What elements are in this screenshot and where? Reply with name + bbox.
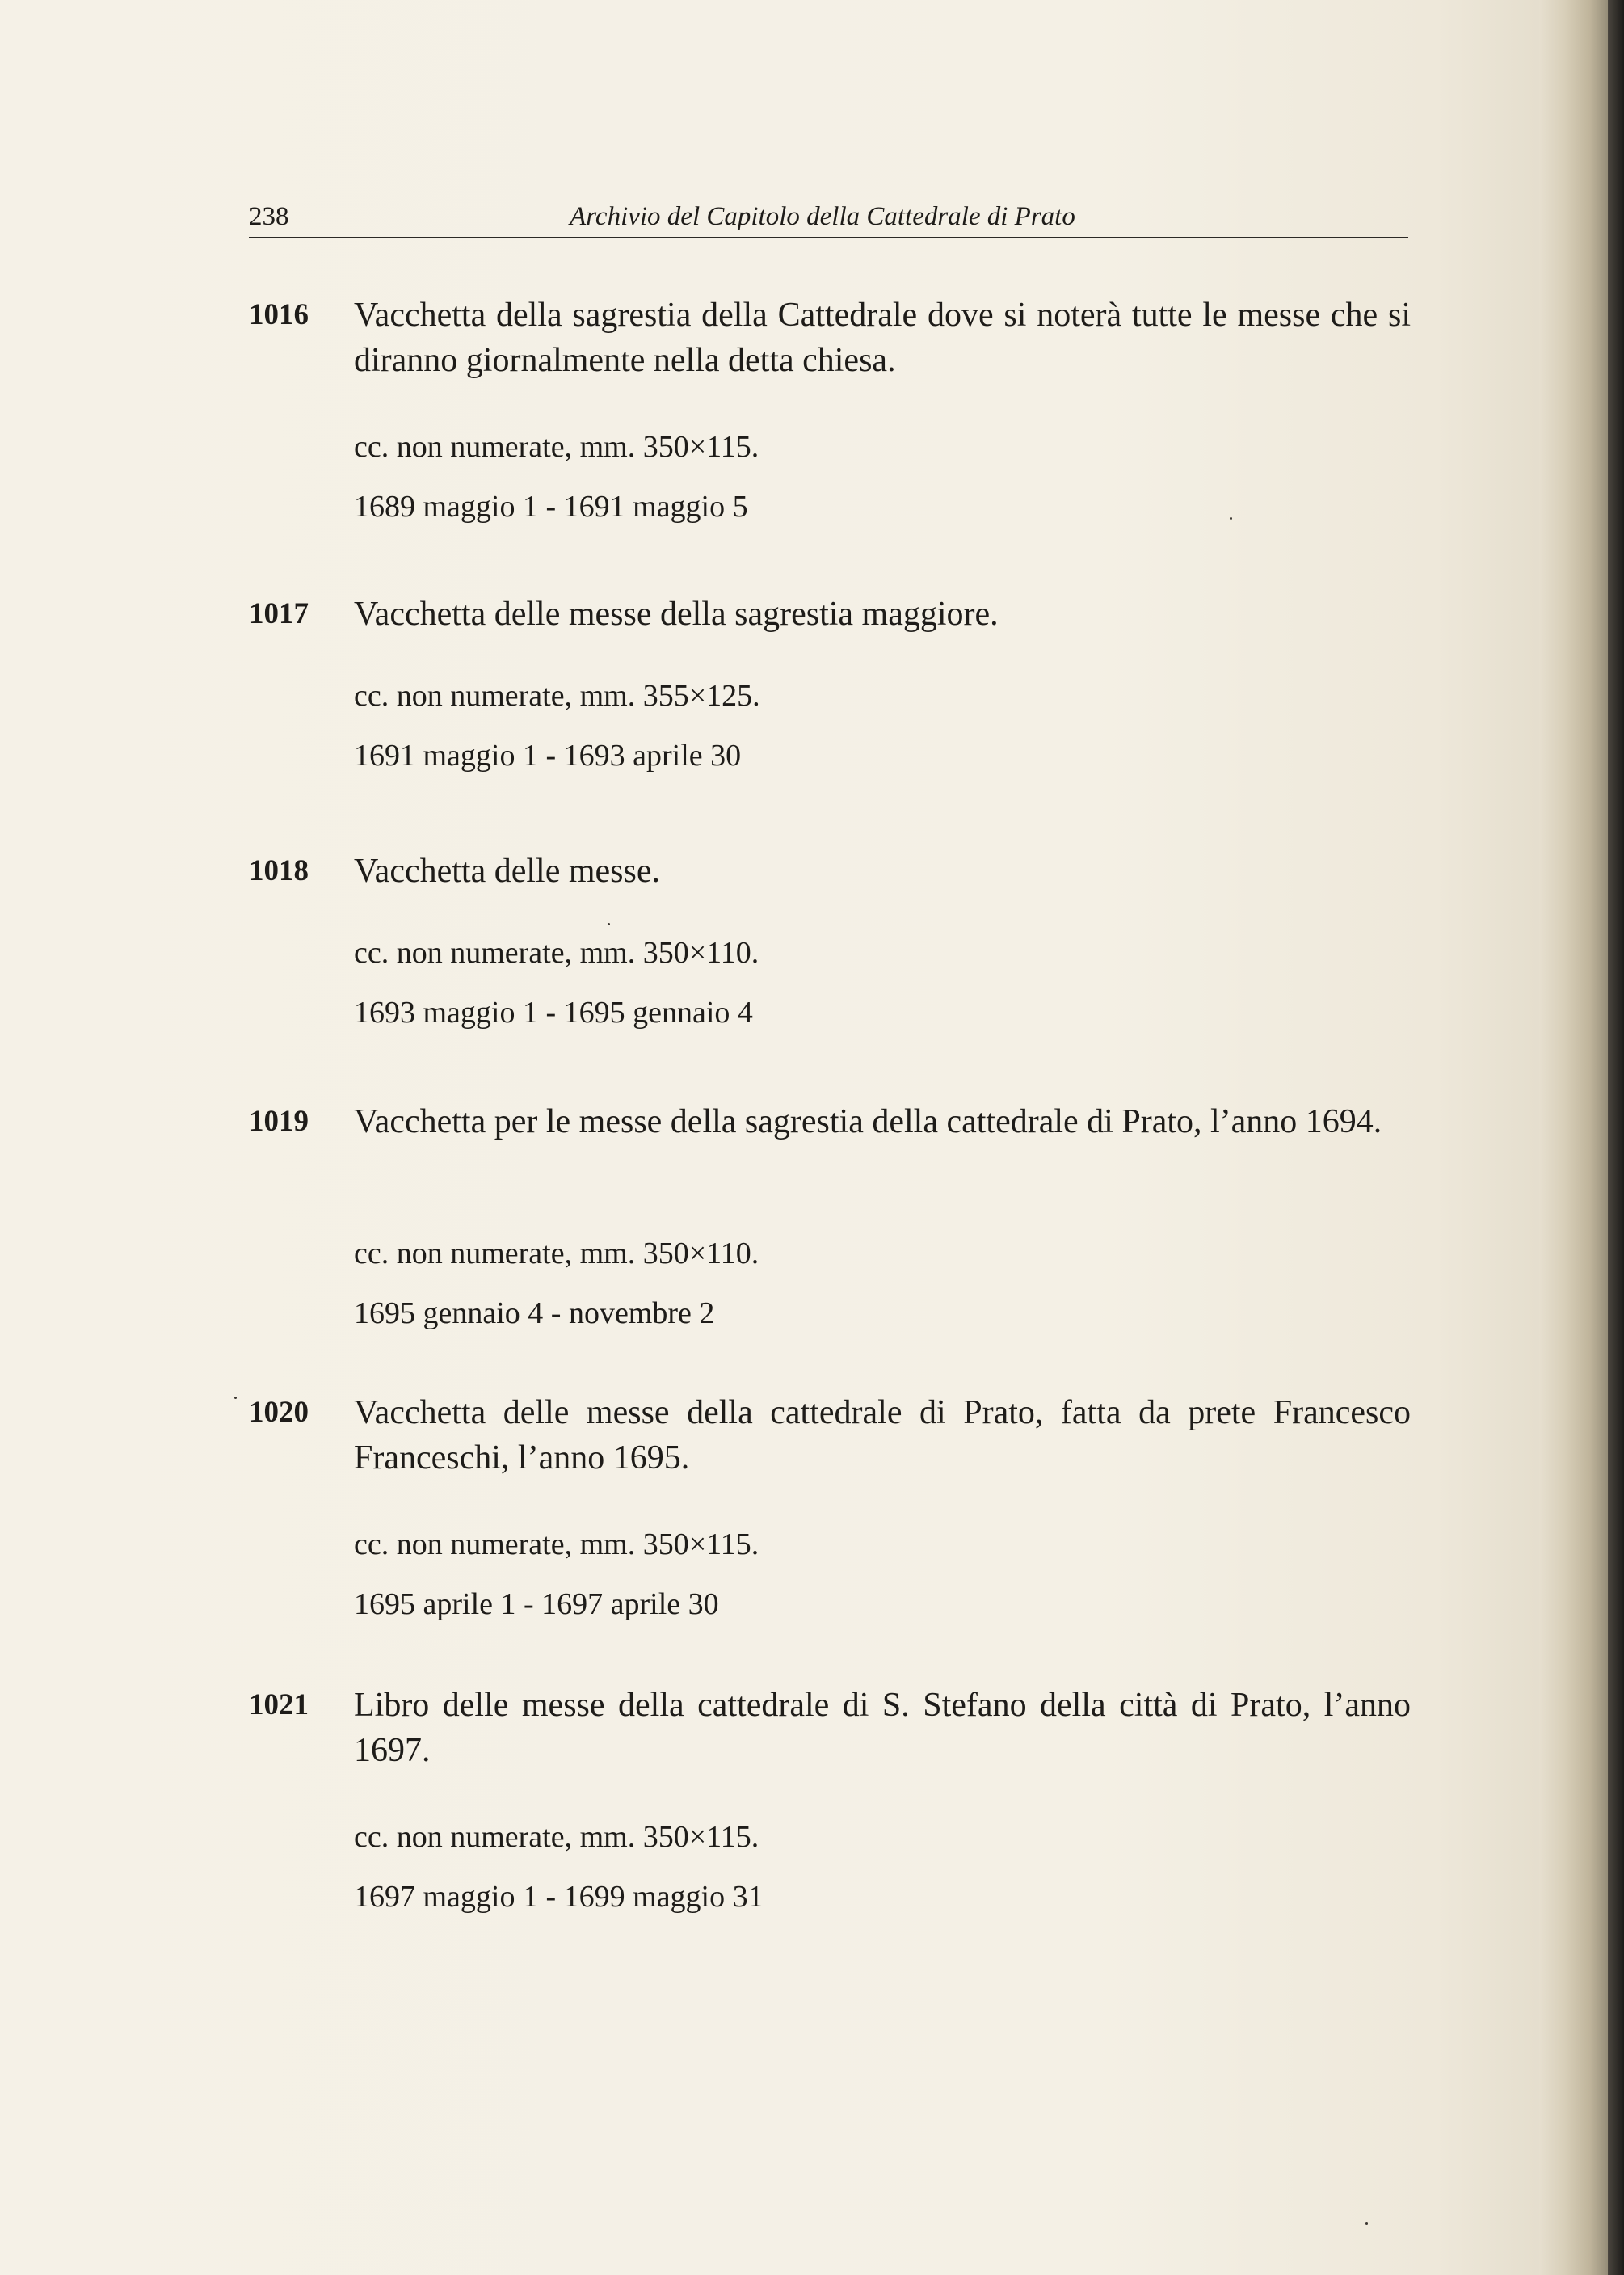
entry-number: 1016 (249, 298, 309, 331)
entry-number: 1017 (249, 597, 309, 630)
page-header (249, 196, 1408, 237)
entry-description: cc. non numerate, mm. 355×125. (354, 679, 760, 713)
entry-number: 1021 (249, 1688, 309, 1721)
paper-speck (1230, 517, 1232, 520)
entry-title: Vacchetta delle messe della cattedrale di Prato, fatta da prete Francesco Franceschi, l’anno 1695. (354, 1394, 1411, 1477)
entry-title: Vacchetta delle messe. (354, 853, 660, 890)
paper-speck (234, 1397, 237, 1399)
entry-description: cc. non numerate, mm. 350×115. (354, 1527, 759, 1561)
entry-number: 1019 (249, 1105, 309, 1138)
entry-dates: 1695 aprile 1 - 1697 aprile 30 (354, 1587, 719, 1621)
paper-speck (1365, 2222, 1368, 2225)
entry-description: cc. non numerate, mm. 350×115. (354, 430, 759, 464)
entry-dates: 1689 maggio 1 - 1691 maggio 5 (354, 490, 748, 524)
entry-description: cc. non numerate, mm. 350×110. (354, 1237, 759, 1270)
binding-edge (1608, 0, 1624, 2275)
entry-title: Vacchetta per le messe della sagrestia della cattedrale di Prato, l’anno 1694. (354, 1103, 1382, 1140)
entry-title: Vacchetta delle messe della sagrestia maggiore. (354, 596, 999, 633)
entry-dates: 1695 gennaio 4 - novembre 2 (354, 1296, 715, 1330)
entry-dates: 1693 maggio 1 - 1695 gennaio 4 (354, 996, 753, 1030)
entry-number: 1018 (249, 854, 309, 887)
paper-speck (608, 923, 610, 925)
entry-number: 1020 (249, 1396, 309, 1429)
entry-dates: 1697 maggio 1 - 1699 maggio 31 (354, 1880, 764, 1914)
entry-dates: 1691 maggio 1 - 1693 aprile 30 (354, 739, 742, 773)
running-title: Archivio del Capitolo della Cattedrale di Prato (570, 202, 1075, 231)
entry-title: Vacchetta della sagrestia della Cattedrale dove si noterà tutte le messe che si diranno giornalmente nella detta chiesa. (354, 297, 1411, 379)
page-number: 238 (249, 202, 289, 231)
header-rule (249, 237, 1408, 238)
entry-description: cc. non numerate, mm. 350×110. (354, 936, 759, 970)
entry-title: Libro delle messe della cattedrale di S. Stefano della città di Prato, l’anno 1697. (354, 1687, 1411, 1769)
entry-description: cc. non numerate, mm. 350×115. (354, 1820, 759, 1854)
